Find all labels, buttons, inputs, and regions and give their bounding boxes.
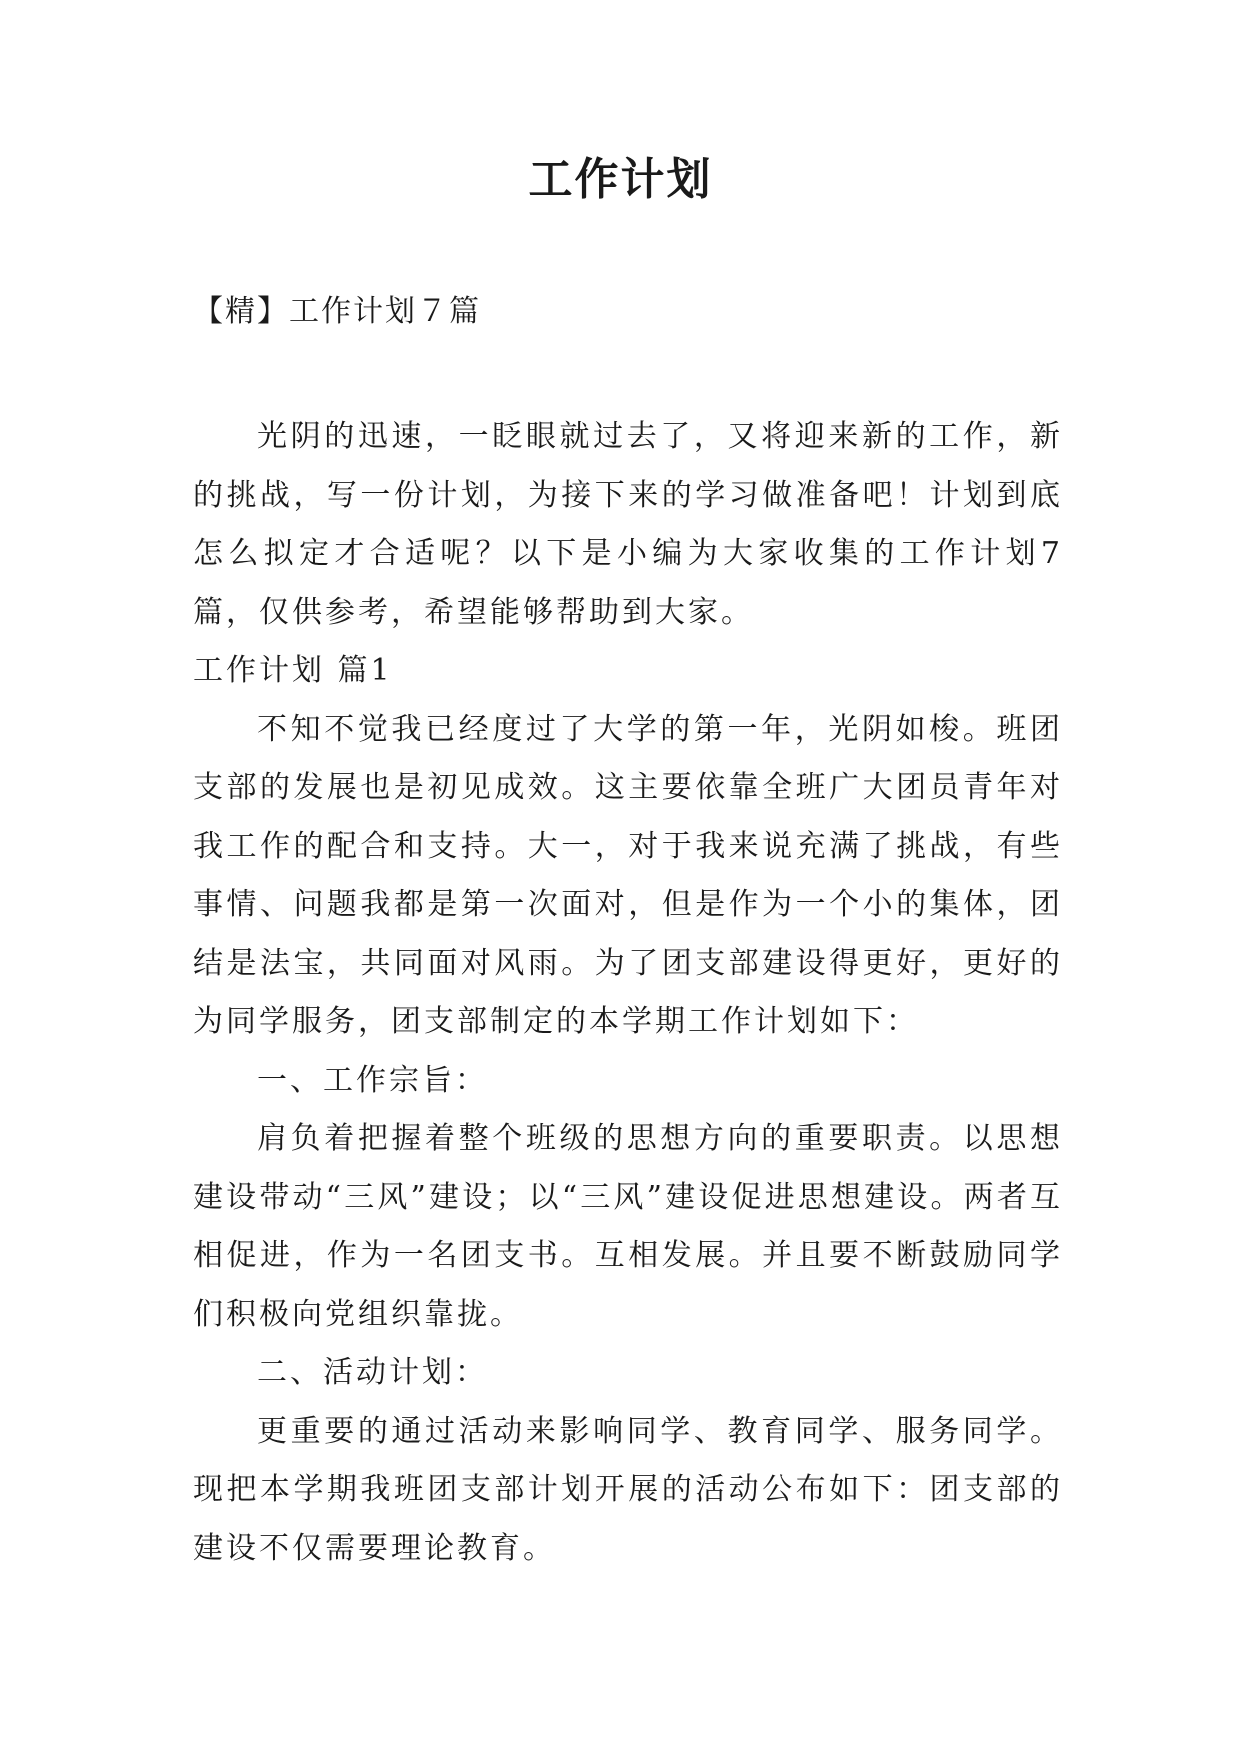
section-heading-1: 工作计划 篇1	[193, 653, 393, 688]
paragraph: 更重要的通过活动来影响同学、教育同学、服务同学。现把本学期我班团支部计划开展的活动公布如下：团支部的建设不仅需要理论教育。	[193, 1413, 1063, 1566]
section-subheading: 一、工作宗旨：	[257, 1062, 488, 1098]
paragraph: 不知不觉我已经度过了大学的第一年，光阴如梭。班团支部的发展也是初见成效。这主要依靠全班广大团员青年对我工作的配合和支持。大一，对于我来说充满了挑战，有些事情、问题我都是第一次面对，但是作为一个小的集体，团结是法宝，共同面对风雨。为了团支部建设得更好，更好的为同学服务，团支部制定的本学期工作计划如下：	[193, 711, 1063, 1039]
section-subheading: 二、活动计划：	[257, 1355, 488, 1390]
document-subtitle: 【精】工作计划７篇	[193, 294, 481, 329]
paragraph: 肩负着把握着整个班级的思想方向的重要职责。以思想建设带动“三风”建设；以“三风”建设促进思想建设。两者互相促进，作为一名团支书。互相发展。并且要不断鼓励同学们积极向党组织靠拢。	[193, 1121, 1063, 1332]
document-body	[193, 408, 1063, 1578]
document-title: 工作计划	[528, 154, 713, 205]
paragraph-intro: 光阴的迅速，一眨眼就过去了，又将迎来新的工作，新的挑战，写一份计划，为接下来的学习做准备吧！计划到底怎么拟定才合适呢？以下是小编为大家收集的工作计划7篇，仅供参考，希望能够帮助到大家。	[193, 419, 1063, 630]
